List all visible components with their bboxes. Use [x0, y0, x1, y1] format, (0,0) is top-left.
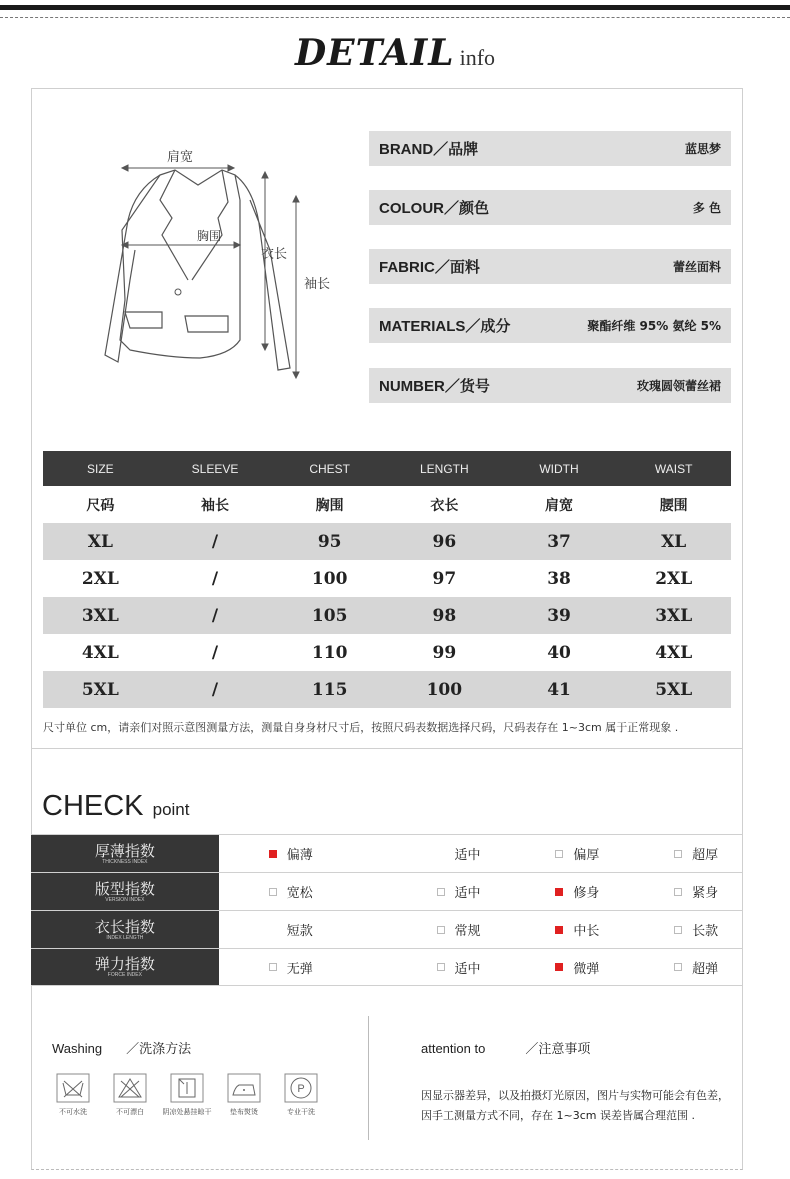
option-label: 超弹: [692, 961, 719, 977]
spec-key: NUMBER／货号: [379, 378, 490, 395]
unchecked-box-icon: [437, 963, 445, 971]
table-row: [43, 560, 731, 597]
table-row: [43, 523, 731, 560]
attention-title: [421, 1038, 590, 1057]
check-label-en: INDEX LENGTH: [106, 934, 144, 941]
option-label: 适中: [454, 848, 481, 863]
no-bleach-icon: [113, 1073, 147, 1103]
option-label: 适中: [454, 961, 481, 977]
table-cell: 3XL: [655, 605, 693, 626]
table-cell: /: [211, 605, 219, 626]
unchecked-box-icon: [269, 888, 277, 896]
option-label: 宽松: [286, 886, 313, 901]
check-option: [505, 958, 624, 977]
wash-label: 专业干洗: [287, 1108, 315, 1116]
spec-value: 玫瑰圆领蕾丝裙: [636, 379, 721, 393]
unchecked-box-icon: [674, 850, 682, 858]
check-option: [505, 920, 624, 939]
unchecked-box-icon: [555, 850, 563, 858]
option-label: 偏薄: [286, 848, 313, 863]
size-note: 尺寸单位 cm，请亲们对照示意图测量方法，测量自身身材尺寸后，按照尺码表数据选择尺码，尺码表存在 1~3cm 属于正常现象 .: [43, 721, 679, 734]
title-info: info: [459, 45, 496, 70]
table-cell: 4XL: [655, 642, 693, 663]
check-option: [387, 920, 506, 939]
table-cell: XL: [87, 531, 113, 552]
wash-label: 不可漂白: [116, 1108, 144, 1116]
check-label-en: VERSION INDEX: [105, 896, 145, 903]
spec-value: 多 色: [692, 201, 721, 215]
option-label: 长款: [692, 924, 719, 939]
spec-value: 聚酯纤维 95% 氨纶 5%: [587, 319, 721, 333]
table-cell: 5XL: [81, 679, 119, 700]
table-cell: 38: [547, 568, 571, 589]
option-label: 中长: [573, 924, 600, 939]
table-cell: 96: [432, 531, 457, 552]
table-cell: 37: [547, 531, 571, 552]
check-label-cn: 衣长指数: [94, 917, 155, 936]
check-option: [219, 958, 387, 977]
check-option: [387, 882, 506, 901]
spec-materials: [369, 308, 731, 343]
option-label: 偏厚: [573, 848, 600, 863]
spec-value: 蕾丝面料: [672, 260, 721, 274]
unchecked-box-icon: [437, 926, 445, 934]
spec-key: COLOUR／颜色: [379, 200, 489, 217]
check-option: [624, 882, 743, 901]
header-cell: 尺码: [86, 497, 115, 514]
checked-box-icon: [555, 963, 563, 971]
vertical-divider: [368, 1016, 369, 1140]
table-cell: 39: [547, 605, 571, 626]
attention-title-en: attention to: [421, 1041, 486, 1056]
label-sleeve: 袖长: [304, 277, 331, 292]
check-option: [624, 844, 743, 863]
spec-value: 蓝思梦: [684, 142, 721, 156]
check-row-version: [31, 872, 743, 910]
spec-colour: [369, 190, 731, 225]
check-label-cn: 弹力指数: [94, 955, 155, 973]
garment-diagram: [100, 140, 350, 400]
table-cell: 2XL: [81, 568, 119, 589]
svg-text:P: P: [297, 1083, 305, 1095]
top-bar: [0, 5, 790, 10]
label-shoulder: 肩宽: [167, 150, 194, 165]
unchecked-box-icon: [437, 888, 445, 896]
spec-key: MATERIALS／成分: [379, 318, 511, 335]
label-chest: 胸围: [197, 229, 222, 243]
title-detail: DETAIL: [294, 32, 455, 74]
table-cell: 115: [311, 679, 348, 700]
attention-title-cn: ／注意事项: [525, 1041, 591, 1056]
check-row-length: [31, 910, 743, 948]
dry-clean-icon: [284, 1073, 318, 1103]
check-option: [219, 882, 387, 901]
wash-label: 阴凉处悬挂晾干: [162, 1108, 212, 1116]
unchecked-box-icon: [269, 963, 277, 971]
check-label-cn: 厚薄指数: [94, 841, 155, 860]
unchecked-box-icon: [674, 888, 682, 896]
table-cell: 3XL: [81, 605, 119, 626]
unchecked-box-icon: [674, 926, 682, 934]
wash-label: 不可水洗: [59, 1108, 87, 1116]
wash-item: [164, 1073, 210, 1117]
washing-title-en: Washing: [52, 1041, 103, 1056]
table-cell: 99: [432, 642, 457, 663]
check-title-big: CHECK: [42, 790, 144, 822]
option-label: 超厚: [692, 848, 719, 863]
washing-title-cn: ／洗涤方法: [126, 1041, 192, 1056]
table-cell: 110: [311, 642, 348, 663]
option-label: 短款: [286, 924, 313, 939]
header-cell: CHEST: [309, 461, 351, 476]
check-label-en: FORCE INDEX: [107, 972, 142, 978]
check-label: [31, 949, 219, 985]
label-length: 衣长: [261, 247, 288, 262]
header-cell: SLEEVE: [191, 461, 239, 476]
table-cell: 2XL: [655, 568, 693, 589]
check-label-en: THICKNESS INDEX: [102, 858, 148, 865]
check-label: [31, 911, 219, 948]
option-label: 紧身: [692, 886, 719, 901]
check-option: [505, 844, 624, 863]
table-cell: 100: [311, 568, 348, 589]
table-cell: 97: [432, 568, 457, 589]
table-cell: /: [211, 642, 219, 663]
table-cell: 100: [426, 679, 463, 700]
section-divider: [31, 748, 743, 749]
wash-item: [107, 1073, 153, 1117]
header-cell: SIZE: [87, 461, 114, 476]
table-cell: 95: [317, 531, 342, 552]
check-option: [219, 920, 387, 939]
spec-key: BRAND／品牌: [379, 141, 479, 158]
wash-item: [221, 1073, 267, 1117]
blank-box-icon: [437, 850, 445, 858]
header-cell: WIDTH: [539, 461, 579, 476]
check-option: [387, 844, 506, 863]
size-header-cn: [43, 486, 731, 523]
header-cell: 袖长: [201, 497, 229, 514]
checked-box-icon: [269, 850, 277, 858]
table-cell: 4XL: [81, 642, 119, 663]
washing-title: [52, 1038, 191, 1057]
check-table: [31, 834, 743, 986]
header-cell: 衣长: [430, 497, 459, 514]
table-cell: 41: [547, 679, 571, 700]
table-cell: 105: [311, 605, 348, 626]
check-option: [219, 844, 387, 863]
table-cell: 5XL: [655, 679, 693, 700]
table-row: [43, 597, 731, 634]
unchecked-box-icon: [674, 963, 682, 971]
top-dashed-line: [0, 17, 790, 18]
size-table: [43, 451, 731, 708]
check-option: [624, 958, 743, 977]
attention-line: 因手工测量方式不同，存在 1~3cm 误差皆属合理范围 .: [421, 1109, 695, 1122]
check-row-thickness: [31, 834, 743, 872]
check-option: [624, 920, 743, 939]
table-row: [43, 671, 731, 708]
size-header-en: [43, 451, 731, 486]
check-row-force: [31, 948, 743, 986]
header-cell: 肩宽: [545, 497, 574, 514]
option-label: 无弹: [286, 961, 313, 977]
shade-dry-icon: [170, 1073, 204, 1103]
header-cell: WAIST: [654, 461, 693, 476]
table-cell: 98: [432, 605, 457, 626]
table-cell: /: [211, 568, 219, 589]
check-label: [31, 873, 219, 910]
attention-line: 因显示器差异，以及拍摄灯光原因，图片与实物可能会有色差，: [421, 1089, 729, 1102]
checked-box-icon: [555, 888, 563, 896]
checked-box-icon: [555, 926, 563, 934]
check-title: [42, 790, 189, 823]
spec-brand: [369, 131, 731, 166]
header-cell: 腰围: [659, 497, 688, 514]
no-wash-icon: [56, 1073, 90, 1103]
header-cell: 胸围: [315, 497, 344, 514]
table-cell: XL: [661, 531, 687, 552]
table-row: [43, 634, 731, 671]
iron-cloth-icon: [227, 1073, 261, 1103]
table-cell: /: [211, 679, 219, 700]
check-option: [505, 882, 624, 901]
table-cell: 40: [547, 642, 571, 663]
blank-box-icon: [269, 926, 277, 934]
table-cell: /: [211, 531, 219, 552]
check-label-cn: 版型指数: [94, 879, 155, 898]
check-option: [387, 958, 506, 977]
spec-number: [369, 368, 731, 403]
spec-key: FABRIC／面料: [379, 259, 480, 276]
option-label: 适中: [454, 886, 481, 901]
washing-icons: [50, 1073, 324, 1117]
page-title: [0, 32, 790, 74]
wash-item: [50, 1073, 96, 1117]
attention-text: [421, 1086, 731, 1126]
check-label: [31, 835, 219, 872]
option-label: 修身: [573, 886, 600, 901]
option-label: 常规: [454, 924, 481, 939]
wash-item: [278, 1073, 324, 1117]
check-title-small: point: [152, 800, 190, 819]
option-label: 微弹: [573, 961, 600, 977]
header-cell: LENGTH: [420, 461, 469, 476]
wash-label: 垫布熨烫: [230, 1108, 258, 1116]
spec-fabric: [369, 249, 731, 284]
